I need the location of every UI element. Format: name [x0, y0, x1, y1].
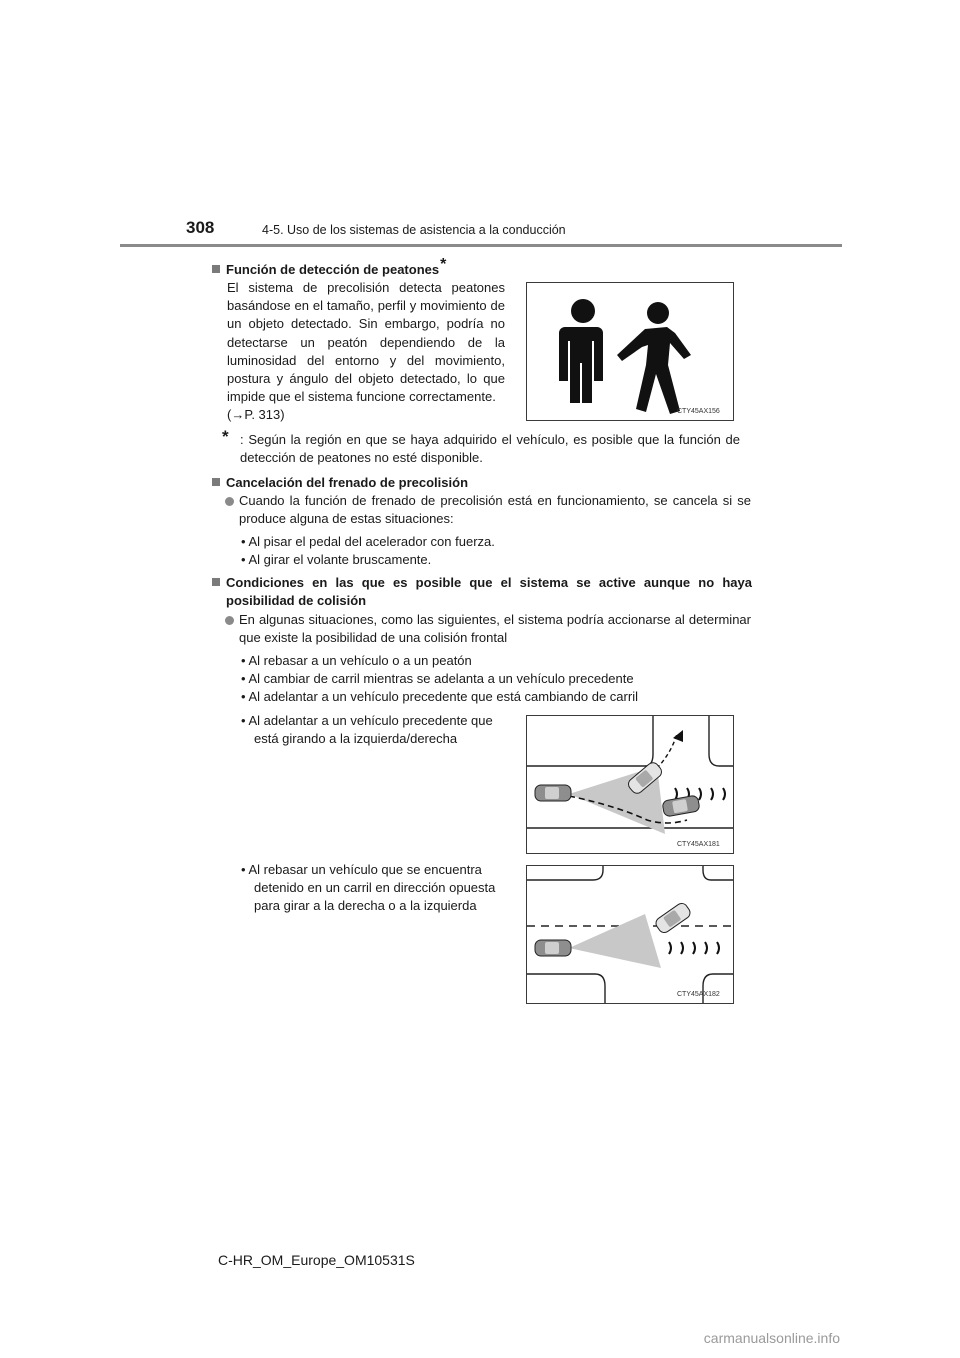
footnote-text: : Según la región en que se haya adquirido el vehículo, es posible que la función de detección de peatones no esté disponible. [240, 432, 740, 466]
list-item: • Al pisar el pedal del acelerador con fuerza. [241, 534, 495, 549]
square-bullet-icon [212, 578, 220, 586]
list-item-cont: para girar a la derecha o a la izquierda [254, 898, 477, 913]
cancel-bullet-text: Cuando la función de frenado de precolisión está en funcionamiento, se cancela si se produce alguna de estas situaciones: [239, 493, 751, 527]
conditions-heading-line1: Condiciones en las que es posible que el sistema se active aunque no haya [226, 575, 752, 590]
turning-vehicle-figure [526, 715, 734, 854]
figure-code: CTY45AX181 [677, 841, 720, 848]
round-bullet-icon [225, 497, 234, 506]
list-item-cont: detenido en un carril en dirección opuesta [254, 880, 496, 895]
footnote-mark: * [440, 256, 447, 273]
page-number: 308 [186, 218, 215, 237]
conditions-heading-line2: posibilidad de colisión [226, 593, 367, 608]
footnote-star: * [222, 427, 229, 446]
list-item: • Al cambiar de carril mientras se adelanta a un vehículo precedente [241, 671, 634, 686]
figure-code: CTY45AX182 [677, 991, 720, 998]
pedestrian-figure [526, 282, 734, 421]
list-item: • Al girar el volante bruscamente. [241, 552, 432, 567]
cancel-heading-text: Cancelación del frenado de precolisión [226, 475, 469, 490]
pedestrian-heading-text: Función de detección de peatones [226, 262, 440, 277]
square-bullet-icon [212, 478, 220, 486]
conditions-heading [212, 574, 752, 592]
list-item: • Al adelantar a un vehículo precedente que está cambiando de carril [241, 689, 638, 704]
watermark: carmanualsonline.info [703, 1330, 840, 1346]
pedestrian-heading [212, 256, 446, 279]
document-id: C-HR_OM_Europe_OM10531S [218, 1252, 415, 1268]
list-item: • Al rebasar a un vehículo o a un peatón [241, 653, 472, 668]
list-item-cont: está girando a la izquierda/derecha [254, 731, 458, 746]
round-bullet-icon [225, 616, 234, 625]
section-title: 4-5. Uso de los sistemas de asistencia a la conducción [262, 223, 566, 237]
cancel-heading [212, 474, 468, 492]
conditions-bullet-text: En algunas situaciones, como las siguientes, el sistema podría accionarse al determinar que existe la posibilidad de una colisión frontal [239, 612, 751, 646]
pedestrian-body-text: El sistema de precolisión detecta peatones basándose en el tamaño, perfil y movimiento de un objeto detectado. Sin embargo, podría no detectarse un peatón dependiendo de la luminosidad del entorno y del movimiento, postura y ángulo del objeto detectado, lo que impide que el sistema funcione correctamente. [227, 280, 505, 405]
opposite-lane-diagram [527, 866, 733, 1003]
page-reference: (→P. 313) [227, 407, 285, 423]
list-item: • Al rebasar un vehículo que se encuentra [241, 862, 482, 877]
square-bullet-icon [212, 265, 220, 273]
figure-code: CTY45AX156 [677, 408, 720, 415]
header-rule [120, 244, 842, 247]
turning-diagram [527, 716, 733, 853]
pedestrian-body [227, 279, 505, 425]
list-item: • Al adelantar a un vehículo precedente que [241, 713, 493, 728]
pedestrian-icons [527, 283, 733, 420]
opposite-lane-figure [526, 865, 734, 1004]
